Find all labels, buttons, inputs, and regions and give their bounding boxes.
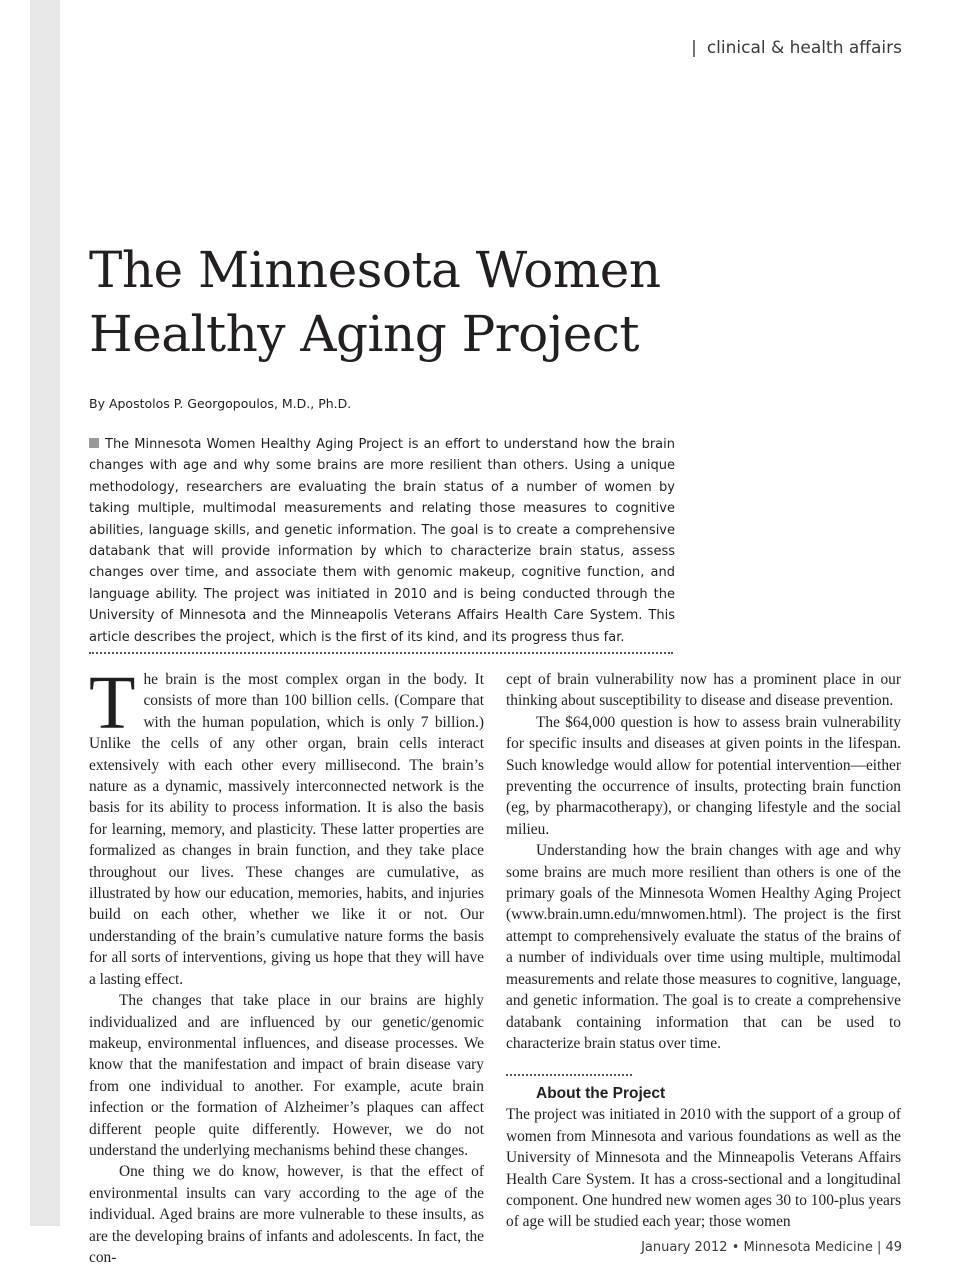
byline: By Apostolos P. Georgopoulos, M.D., Ph.D.	[89, 396, 352, 411]
paragraph-text: he brain is the most complex organ in the body. It consists of more than 100 billion cells. (Compare that with the human population, which is only 7 billion.) Unlike the cells of any other organ, brain cells interact extensively with each other every millisecond. The brain’s nature as a dynamic, massively interconnected network is the basis for its ability to process information. It is also the basis for learning, memory, and plasticity. These latter properties are formalized as changes in brain function, and they take place throughout our lives. These changes are cumulative, as illustrated by how our education, memories, habits, and injuries build on each other, whether we like it or not. Our understanding of the brain’s cumulative nature forms the basis for all sorts of interventions, giving us hope that they will have a lasting effect.	[89, 671, 484, 988]
section-header	[691, 38, 902, 58]
section-divider	[506, 1074, 632, 1076]
section-name: clinical & health affairs	[706, 38, 902, 58]
body-paragraph: The project was initiated in 2010 with the support of a group of women from Minnesota and various foundations as well as the University of Minnesota and the Minneapolis Veterans Affairs Health Care System. It has a cross-sectional and a longitudinal component. One hundred new women ages 30 to 100-plus years of age will be studied each year; those women	[506, 1106, 901, 1231]
section-heading: About the Project	[536, 1085, 666, 1103]
body-paragraph: Understanding how the brain changes with age and why some brains are much more resilient than others is one of the primary goals of the Minnesota Women Healthy Aging Project (www.brain.umn.edu/mnwomen.html). The project is the first attempt to comprehensively evaluate the status of the brains of a number of individuals over time using multiple, multimodal measurements and relate those measures to cognitive, language, and genetic information. The goal is to create a comprehensive databank containing information that can be used to characterize brain status over time.	[506, 842, 901, 1052]
square-bullet-icon	[89, 438, 99, 448]
drop-cap: T	[89, 661, 136, 745]
side-margin-bar	[30, 0, 60, 1226]
abstract-text: The Minnesota Women Healthy Aging Project is an effort to understand how the brain changes with age and why some brains are more resilient than others. Using a unique methodology, researchers are evaluating the brain status of a number of women by taking multiple, multimodal measurements and relating those measures to cognitive abilities, language skills, and genetic information. The goal is to create a comprehensive databank that will provide information by which to characterize brain status, assess changes over time, and associate them with genomic makeup, cognitive function, and language ability. The project was initiated in 2010 and is being conducted through the University of Minnesota and the Minneapolis Veterans Affairs Health Care System. This article describes the project, which is the first of its kind, and its progress thus far.	[89, 437, 675, 645]
body-paragraph: One thing we do know, however, is that the effect of environmental insults can vary according to the age of the individual. Aged brains are more vulnerable to these insults, as are the developing brains of infants and adolescents. In fact, the con-	[89, 1163, 484, 1266]
title-line-1: The Minnesota Women	[89, 241, 661, 299]
header-separator: |	[691, 38, 697, 58]
title-line-2: Healthy Aging Project	[89, 305, 639, 363]
page-footer: January 2012 • Minnesota Medicine | 49	[641, 1240, 902, 1255]
abstract-divider	[89, 652, 673, 654]
body-column-right	[506, 669, 901, 1233]
body-paragraph	[89, 661, 484, 990]
body-paragraph: The changes that take place in our brains are highly individualized and are influenced by our genetic/genomic makeup, environmental influences, and disease processes. We know that the manifestation and impact of brain disease vary from one individual to another. For example, acute brain infection or the formation of Alzheimer’s plaques can affect different people quite differently. However, we do not understand the underlying mechanisms behind these changes.	[89, 992, 484, 1159]
body-paragraph: cept of brain vulnerability now has a prominent place in our thinking about susceptibility to disease and disease prevention.	[506, 671, 901, 710]
body-paragraph: The $64,000 question is how to assess brain vulnerability for specific insults and diseases at given points in the lifespan. Such knowledge would allow for potential intervention—either preventing the occurrence of insults, protecting brain function (eg, by pharmacotherapy), or changing lifestyle and the social milieu.	[506, 713, 901, 838]
abstract	[89, 434, 675, 648]
body-column-left	[89, 661, 484, 1268]
article-title	[89, 238, 789, 366]
